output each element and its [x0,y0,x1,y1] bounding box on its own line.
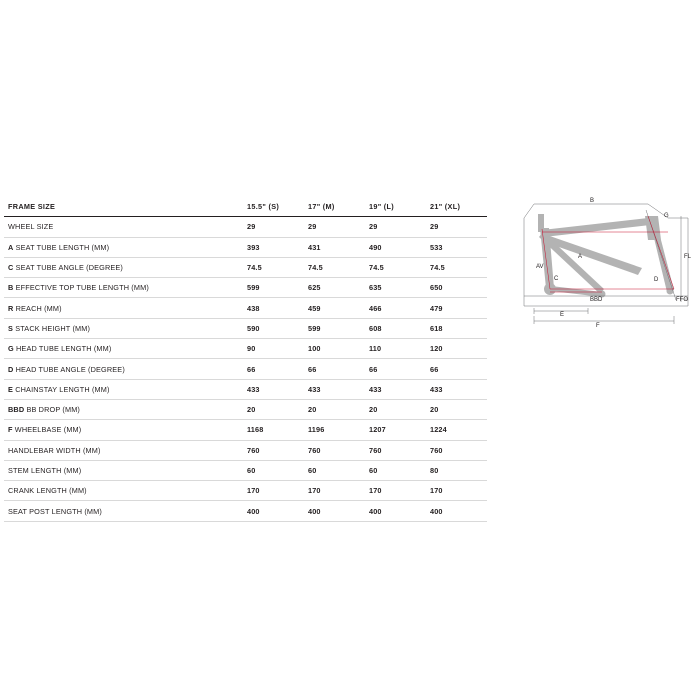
row-text: SEAT TUBE LENGTH (MM) [15,242,110,252]
row-value-0: 590 [243,318,304,338]
label-bbd: BBD [590,297,603,303]
label-g: G [664,213,669,219]
row-value-0: 90 [243,339,304,359]
row-text: EFFECTIVE TOP TUBE LENGTH (MM) [15,283,149,293]
label-ffo: FFO [676,297,688,303]
row-value-0: 74.5 [243,257,304,277]
row-label [4,217,243,237]
row-label [4,257,243,277]
row-value-1: 1196 [304,420,365,440]
row-label [4,318,243,338]
row-value-0: 66 [243,359,304,379]
row-value-3: 618 [426,318,487,338]
row-value-2: 60 [365,460,426,480]
label-a: A [578,254,583,260]
row-text: SEAT POST LENGTH (MM) [8,506,102,516]
row-value-1: 170 [304,481,365,501]
row-letter: A [8,242,14,252]
table-row [4,217,487,237]
row-value-3: 20 [426,399,487,419]
table-row [4,440,487,460]
row-text: STEM LENGTH (MM) [8,466,82,475]
row-letter: S [8,323,14,333]
row-value-3: 400 [426,501,487,521]
row-value-3: 120 [426,339,487,359]
label-fl: FL [684,254,692,260]
row-text: CRANK LENGTH (MM) [8,486,87,496]
row-label [4,420,243,440]
row-value-1: 459 [304,298,365,318]
row-value-3: 479 [426,298,487,318]
table-row [4,237,487,257]
row-value-0: 1168 [243,420,304,440]
row-value-2: 74.5 [365,257,426,277]
row-value-1: 599 [304,318,365,338]
row-text: STACK HEIGHT (MM) [15,323,91,333]
row-value-1: 29 [304,217,365,237]
frame-silhouette [538,214,674,298]
row-text: HANDLEBAR WIDTH (MM) [8,445,101,455]
row-value-0: 20 [243,399,304,419]
table-row [4,318,487,338]
row-letter: R [8,303,14,313]
row-value-3: 66 [426,359,487,379]
row-label [4,298,243,318]
table-row [4,420,487,440]
row-text: HEAD TUBE ANGLE (DEGREE) [15,364,125,374]
label-b: B [590,198,595,204]
row-text: HEAD TUBE LENGTH (MM) [16,344,112,354]
row-value-0: 29 [243,217,304,237]
row-value-3: 533 [426,237,487,257]
row-label [4,460,243,480]
row-value-3: 80 [426,460,487,480]
row-value-1: 66 [304,359,365,379]
row-text: SEAT TUBE ANGLE (DEGREE) [15,263,124,273]
row-letter: B [8,283,14,293]
table-row [4,298,487,318]
row-value-0: 170 [243,481,304,501]
row-value-3: 760 [426,440,487,460]
label-f: F [596,323,600,329]
table-header-row [4,197,487,217]
row-letter: D [8,364,14,374]
geometry-table-body [4,197,487,521]
frame-geometry-diagram [498,196,694,344]
row-value-2: 170 [365,481,426,501]
row-value-2: 760 [365,440,426,460]
row-value-2: 66 [365,359,426,379]
label-d: D [654,277,659,283]
header-frame-size: FRAME SIZE [4,197,243,217]
table-row [4,257,487,277]
row-label [4,399,243,419]
row-letter: BBD [8,405,25,415]
row-value-3: 74.5 [426,257,487,277]
row-value-1: 400 [304,501,365,521]
table-row [4,399,487,419]
row-label [4,339,243,359]
row-label [4,379,243,399]
row-value-3: 650 [426,278,487,298]
row-value-1: 431 [304,237,365,257]
header-size-0: 15.5" (S) [243,197,304,217]
row-text: WHEEL SIZE [8,222,54,232]
label-av: AV [536,264,544,270]
table-row [4,278,487,298]
header-size-1: 17" (M) [304,197,365,217]
row-value-1: 433 [304,379,365,399]
row-value-0: 438 [243,298,304,318]
label-c: C [554,276,559,282]
header-size-2: 19" (L) [365,197,426,217]
label-e: E [560,312,565,318]
table-row [4,501,487,521]
header-size-3: 21" (XL) [426,197,487,217]
row-label [4,278,243,298]
table-row [4,379,487,399]
row-value-1: 760 [304,440,365,460]
row-value-2: 20 [365,399,426,419]
row-value-0: 760 [243,440,304,460]
row-value-2: 490 [365,237,426,257]
row-label [4,440,243,460]
row-letter: G [8,344,14,354]
table-row [4,359,487,379]
row-letter: F [8,425,13,435]
row-value-0: 599 [243,278,304,298]
row-value-2: 1207 [365,420,426,440]
row-letter: E [8,384,14,394]
geometry-table [4,197,487,522]
row-value-0: 60 [243,460,304,480]
row-text: WHEELBASE (MM) [14,425,82,435]
row-text: BB DROP (MM) [26,405,81,415]
row-value-1: 625 [304,278,365,298]
row-value-2: 608 [365,318,426,338]
row-value-0: 433 [243,379,304,399]
row-value-3: 170 [426,481,487,501]
row-value-0: 400 [243,501,304,521]
row-label [4,481,243,501]
row-value-3: 433 [426,379,487,399]
row-value-2: 635 [365,278,426,298]
row-value-0: 393 [243,237,304,257]
row-value-3: 1224 [426,420,487,440]
row-value-1: 60 [304,460,365,480]
lower-dimension-brackets [534,299,688,324]
row-letter: C [8,263,14,273]
row-label [4,237,243,257]
row-value-2: 466 [365,298,426,318]
row-text: REACH (MM) [15,303,62,313]
row-value-1: 74.5 [304,257,365,277]
row-value-1: 100 [304,339,365,359]
row-value-3: 29 [426,217,487,237]
row-value-1: 20 [304,399,365,419]
row-value-2: 433 [365,379,426,399]
row-label [4,501,243,521]
table-row [4,481,487,501]
row-value-2: 29 [365,217,426,237]
row-value-2: 400 [365,501,426,521]
table-row [4,460,487,480]
table-row [4,339,487,359]
row-value-2: 110 [365,339,426,359]
row-text: CHAINSTAY LENGTH (MM) [15,384,110,394]
row-label [4,359,243,379]
